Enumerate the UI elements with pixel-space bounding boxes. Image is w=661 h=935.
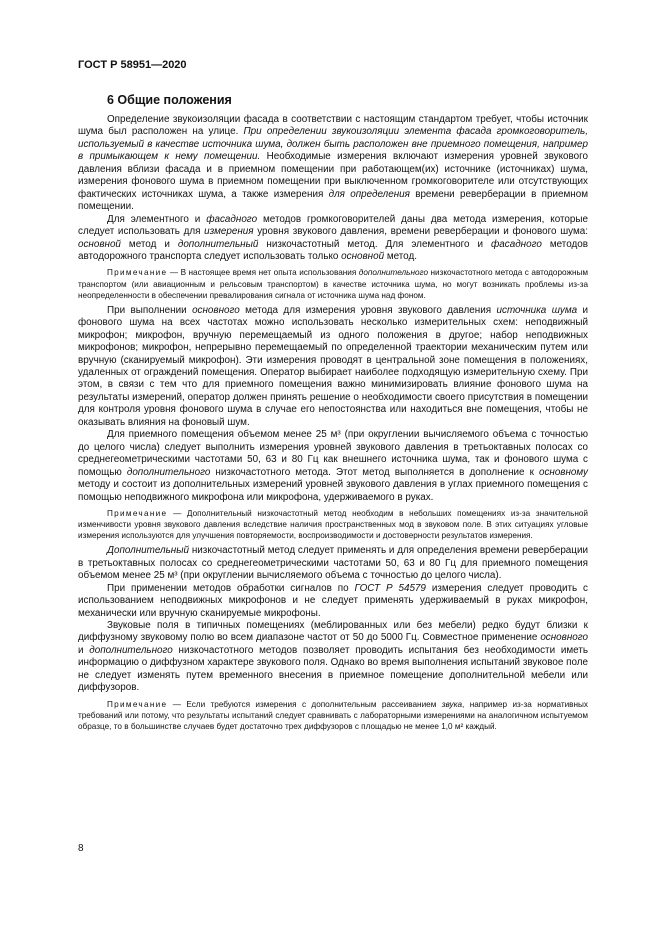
- document-body: [78, 114, 588, 732]
- text-run: низкочастотного методов позволяет проводить испытания без необходимости иметь информацию о диффузном характере звукового поля. Однако во время выполнения испытаний звуковое поле не следует изменять путем временного внесения в приемное помещение дополнительной мебели или диффузоров.: [78, 644, 588, 694]
- note-paragraph: [78, 699, 588, 732]
- body-paragraph: [78, 214, 588, 264]
- text-run: метода для измерения уровня звукового давления: [239, 304, 497, 316]
- italic-term: дополнительного: [358, 268, 429, 278]
- text-run: Необходимые измерения включают измерения уровней звукового давления вблизи фасада и в приемном помещении при работающем(их) источнике (источниках) шума, измерения фонового шума в приемном помещении при выключенном громкоговорителе или отсутствующих фактических источниках шума, а также измерения: [78, 151, 588, 200]
- text-run: уровня звукового давления, времени реверберации и фонового шума:: [253, 226, 588, 238]
- text-run: и: [78, 644, 90, 656]
- italic-term: для определения: [328, 188, 410, 200]
- note-label: Примечание: [107, 268, 168, 278]
- italic-term: измерения: [204, 226, 254, 238]
- text-run: методов громкоговорителей даны два метода измерения, которые следует использовать для: [78, 213, 588, 238]
- body-paragraph: [78, 620, 588, 695]
- italic-term: основного: [192, 304, 240, 316]
- section-title: 6 Общие положения: [107, 93, 232, 107]
- text-run: — В настоящее время нет опыта использования: [167, 268, 359, 278]
- text-run: При применении методов обработки сигналов по: [107, 582, 355, 594]
- text-run: методов автодорожного транспорта следует использовать только: [78, 238, 588, 262]
- text-run: низкочастотного метода. Этот метод выполняется в дополнение к: [210, 466, 539, 478]
- note-paragraph: [78, 508, 588, 541]
- italic-term: основному: [538, 466, 588, 478]
- italic-term: основной: [341, 250, 385, 262]
- body-paragraph: [78, 114, 588, 214]
- text-run: Звуковые поля в типичных помещениях (меблированных или без мебели) редко будут близки к диффузному звуковому полю во всем диапазоне частот от 50 до 5000 Гц. Совместное применение: [78, 619, 588, 644]
- text-run: Для элементного и: [107, 213, 207, 225]
- text-run: , например из-за нормативных требований или потому, что результаты испытаний следует сравнивать с лабораторными измерениями на аналогичном испытуемом образце, то в большинстве случаев будет достаточно трех диффузоров с площадью не менее 1,0 м² каждый.: [78, 699, 588, 731]
- italic-term: дополнительного: [126, 466, 211, 478]
- text-run: времени реверберации в приемном помещении.: [78, 188, 588, 213]
- text-run: измерения следует проводить с использованием неподвижных микрофонов и не следует применять удерживаемый в руках микрофон, механически или вручную сканируемые микрофоны.: [78, 582, 588, 619]
- note-label: Примечание: [107, 699, 168, 709]
- body-paragraph: [78, 305, 588, 430]
- note-label: Примечание: [107, 508, 168, 518]
- document-header: ГОСТ Р 58951—2020: [78, 59, 187, 71]
- body-paragraph: [78, 429, 588, 504]
- italic-term: основного: [540, 632, 588, 644]
- italic-term: дополнительного: [89, 644, 173, 656]
- body-paragraph: [78, 583, 588, 620]
- italic-term: При определении звукоизоляции элемента фасада громкоговоритель, используемый в качестве источника шума, должен быть расположен вне приемного помещения, например в примыкающем к нему помещении.: [78, 126, 588, 163]
- text-run: метод и: [120, 238, 178, 250]
- italic-term: фасадного: [206, 213, 258, 225]
- text-run: методу и состоит из дополнительных измерений уровней звукового давления в углах приемного помещения с помощью неподвижного микрофона или микрофона, удерживаемого в руках.: [78, 479, 588, 503]
- text-run: — Если требуются измерения с дополнительным рассеиванием: [167, 699, 442, 709]
- text-run: — Дополнительный низкочастотный метод необходим в небольших помещениях из-за значительной изменчивости уровня звукового давления вследствие наличия пространственных мод в звуковом поле. В этих ситуациях угловые измерения используются для улучшения повторяемости, воспроизводимости и достоверности результатов измерения.: [78, 508, 588, 541]
- body-paragraph: [78, 545, 588, 582]
- text-run: низкочастотного метода с автодорожным транспортом (или авиационным и рельсовым транспортом) в качестве источника шума, но могут возникать проблемы из-за неопределенности в обеспечении превалирования сигнала от источника шума над фоном.: [78, 268, 588, 300]
- text-run: низкочастотный метод следует применять и для определения времени реверберации в третьоктавных полосах со среднегеометрическими частотами 50, 63 и 80 Гц для приемного помещения объемом менее 25 м³ (при округлении вычисляемого объема с точностью до целого числа).: [78, 545, 588, 582]
- italic-term: дополнительный: [177, 238, 259, 250]
- italic-term: Дополнительный: [107, 545, 189, 557]
- text-run: Для приемного помещения объемом менее 25 м³ (при округлении вычисляемого объема с точностью до целого числа) следует выполнить измерения уровней звукового давления в третьоктавных полосах со среднегеометрическими частотами 50, 63 и 80 Гц как внешнего источника шума, так и фонового шума с помощью: [78, 429, 588, 478]
- italic-term: звука: [441, 699, 463, 709]
- text-run: Определение звукоизоляции фасада в соответствии с настоящим стандартом требует, чтобы источник шума был расположен на улице.: [78, 114, 588, 138]
- page-number: 8: [78, 843, 84, 854]
- italic-term: ГОСТ Р 54579: [354, 582, 426, 594]
- italic-term: источника шума: [496, 304, 578, 316]
- note-paragraph: [78, 267, 588, 300]
- italic-term: основной: [78, 238, 121, 250]
- text-run: При выполнении: [107, 304, 193, 316]
- text-run: низкочастотный метод. Для элементного и: [258, 238, 492, 250]
- text-run: и фонового шума на всех частотах можно использовать несколько измерительных схем: неподвижный микрофон; микрофон, вручную перемещаемый из одного положения в другое; набор неподвижных микрофонов; микрофон, непрерывно перемещаемый по определенной траектории механическим путем или вручную (сканируемый микрофон). Эти измерения проводят в центральной зоне помещения в положениях, удаленных от ограждений помещения. Оператор выбирает наиболее подходящую измерительную схему. При этом, в связи с тем что для приемного помещения важно минимизировать влияние фонового шума на результаты измерений, оператор должен принять решение о необходимости своего присутствия в помещении для контроля уровня фонового шума в случае его непостоянства или находиться вне помещения, чтобы не оказывать влияния на фоновый шум.: [78, 304, 589, 428]
- text-run: метод.: [384, 250, 417, 262]
- italic-term: фасадного: [491, 238, 542, 250]
